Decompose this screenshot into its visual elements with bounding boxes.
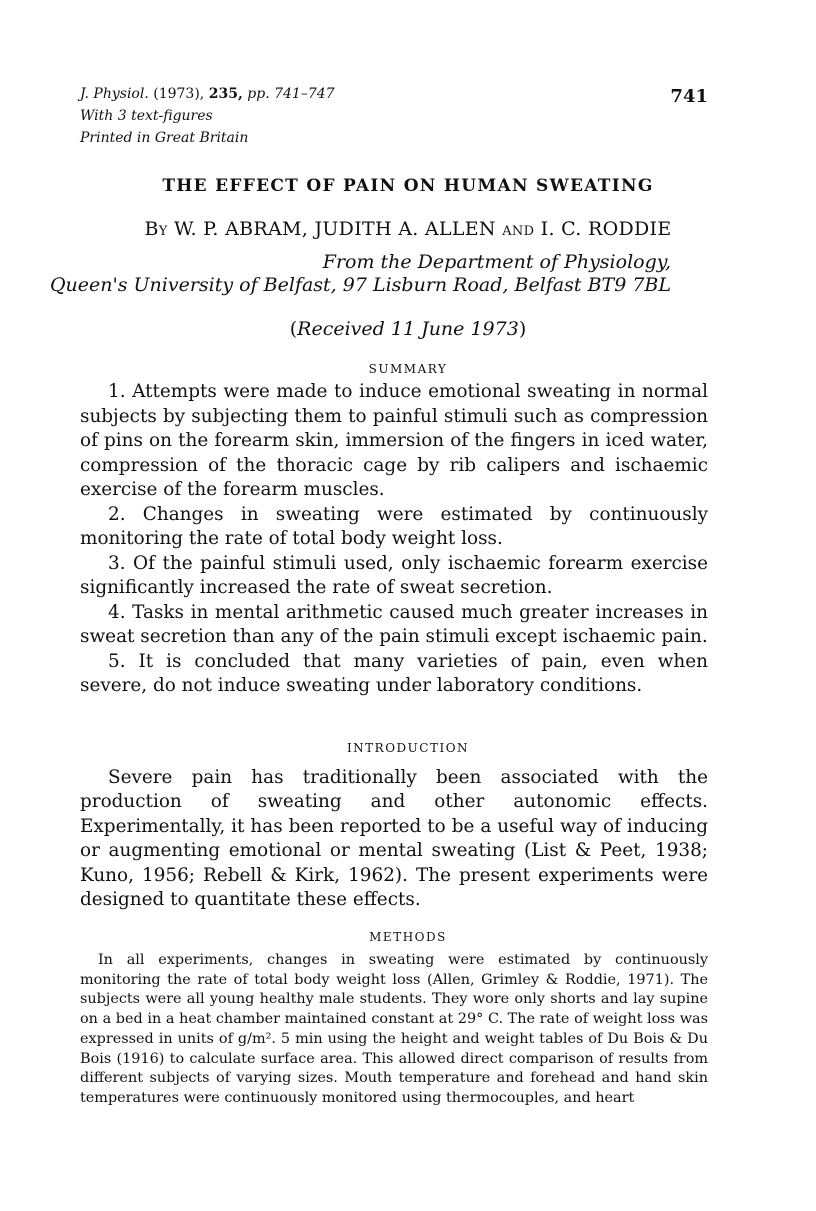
author-line <box>0 218 816 240</box>
introduction-heading: INTRODUCTION <box>346 741 470 755</box>
citation-line <box>80 84 335 104</box>
author-and: and <box>502 218 535 240</box>
journal-pages: pp. 741–747 <box>247 86 335 102</box>
summary-item: 3. Of the painful stimuli used, only ischaemic forearm exercise significantly increased the rate of sweat secretion. <box>80 552 708 598</box>
journal-volume: 235, <box>208 86 243 102</box>
summary-item: 2. Changes in sweating were estimated by continuously monitoring the rate of total body weight loss. <box>80 503 708 549</box>
figures-note: With 3 text-figures <box>80 108 213 124</box>
methods-heading: METHODS <box>369 930 447 944</box>
affiliation-line-2: Queen's University of Belfast, 97 Lisburn Road, Belfast BT9 7BL <box>49 274 671 296</box>
page-number: 741 <box>670 86 708 107</box>
affiliation-line-1: From the Department of Physiology, <box>322 251 671 273</box>
printed-note: Printed in Great Britain <box>80 130 249 146</box>
methods-paragraph: In all experiments, changes in sweating were estimated by continuously monitoring the rate of total body weight loss (Allen, Grimley & Roddie, 1971). The subjects were all young healthy male students. They wore only shorts and lay supine on a bed in a heat chamber maintained constant at 29° C. The rate of weight loss was expressed in units of g/m². 5 min using the height and weight tables of Du Bois & Du Bois (1916) to calculate surface area. This allowed direct comparison of results from different subjects of varying sizes. Mouth temperature and forehead and hand skin temperatures were continuously monitored using thermocouples, and heart <box>80 952 708 1106</box>
journal-name: J. Physiol. <box>80 86 149 102</box>
author-by: By <box>144 218 168 240</box>
journal-year: (1973), <box>153 86 205 102</box>
introduction-paragraph: Severe pain has traditionally been associated with the production of sweating and other autonomic effects. Experimentally, it has been reported to be a useful way of inducing or augmenting emotional or mental sweating (List & Peet, 1938; Kuno, 1956; Rebell & Kirk, 1962). The present experiments were designed to quantitate these effects. <box>80 767 708 911</box>
summary-heading: SUMMARY <box>368 362 448 376</box>
received-text: Received 11 June 1973 <box>297 318 519 340</box>
author-names-first: W. P. ABRAM, JUDITH A. ALLEN <box>174 218 496 240</box>
summary-item: 4. Tasks in mental arithmetic caused much greater increases in sweat secretion than any of the pain stimuli except ischaemic pain. <box>80 601 708 647</box>
summary-list <box>80 380 708 699</box>
article-title: THE EFFECT OF PAIN ON HUMAN SWEATING <box>162 176 654 196</box>
received-date: (Received 11 June 1973) <box>289 318 527 340</box>
summary-item: 1. Attempts were made to induce emotional sweating in normal subjects by subjecting them to painful stimuli such as compression of pins on the forearm skin, immersion of the fingers in iced water, compression of the thoracic cage by rib calipers and ischaemic exercise of the forearm muscles. <box>80 381 708 500</box>
summary-item: 5. It is concluded that many varieties of pain, even when severe, do not induce sweating under laboratory conditions. <box>80 650 708 696</box>
author-names-last: I. C. RODDIE <box>540 218 672 240</box>
